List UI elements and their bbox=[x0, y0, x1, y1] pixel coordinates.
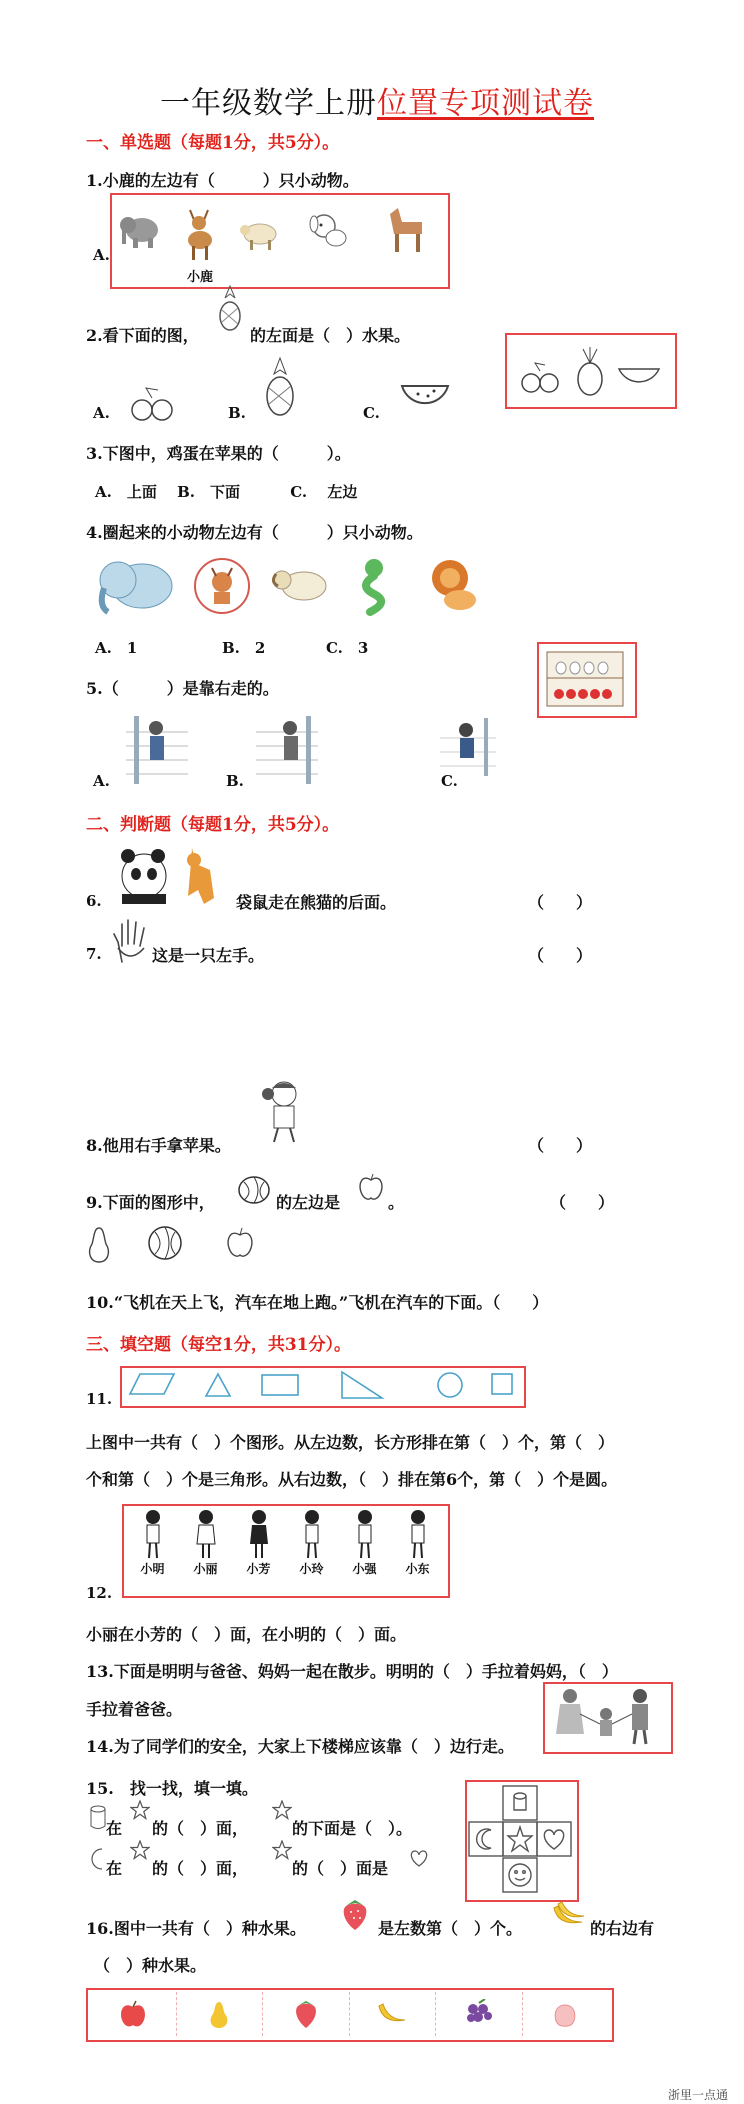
q2-option-c: C. bbox=[363, 404, 380, 422]
question-13-line2: 手拉着爸爸。 bbox=[86, 1700, 183, 1719]
q15-row1-part1: 在 bbox=[106, 1819, 123, 1838]
question-4: 4.圈起来的小动物左边有（ ）只小动物。 bbox=[86, 523, 423, 542]
q3-options: A. 上面 B. 下面 C. 左边 bbox=[95, 483, 358, 501]
watermelon-option-icon bbox=[146, 1222, 184, 1262]
q15-row1-part2: 的（ ）面， bbox=[152, 1819, 249, 1838]
q1-option-a: A. bbox=[93, 246, 110, 264]
dog-icon bbox=[306, 210, 350, 250]
strawberry-icon bbox=[292, 1998, 320, 2030]
question-12-number: 12. bbox=[86, 1584, 113, 1602]
section-heading-single-choice: 一、单选题（每题1分，共5分）。 bbox=[86, 133, 340, 153]
child-figure-icon bbox=[405, 1508, 431, 1560]
family-walking-icon bbox=[548, 1686, 666, 1746]
question-11-line2: 个和第（ ）个是三角形。从右边数，（ ）排在第6个，第（ ）个是圆。 bbox=[86, 1470, 618, 1489]
child-figure-icon bbox=[193, 1508, 219, 1560]
footer-brand: 浙里一点通 bbox=[668, 2088, 729, 2102]
child-xiaoqiang bbox=[352, 1508, 378, 1592]
boy-with-apple-icon bbox=[258, 1078, 312, 1144]
apple-icon bbox=[118, 1999, 148, 2029]
watermelon-icon bbox=[398, 380, 452, 416]
shelf-icon bbox=[545, 650, 625, 708]
peach-icon bbox=[550, 1999, 580, 2029]
child-figure-icon bbox=[140, 1508, 166, 1560]
deer-label: 小鹿 bbox=[187, 270, 214, 285]
elephant-blue-icon bbox=[90, 552, 180, 620]
question-11-line1: 上图中一共有（ ）个图形。从左边数，长方形排在第（ ）个，第（ ） bbox=[86, 1433, 615, 1452]
q4-option-a: A. 1 bbox=[95, 639, 138, 657]
question-16-part1: 16.图中一共有（ ）种水果。 bbox=[86, 1919, 306, 1938]
q15-row2-part2: 的（ ）面， bbox=[152, 1859, 249, 1878]
question-6: 袋鼠走在熊猫的后面。 bbox=[236, 893, 397, 912]
kiwi-icon bbox=[128, 382, 176, 424]
q12-children-row bbox=[126, 1508, 444, 1592]
child-figure-icon bbox=[299, 1508, 325, 1560]
lion-icon bbox=[426, 556, 482, 614]
stairs-child-icon bbox=[440, 716, 496, 778]
child-name: 小玲 bbox=[299, 1562, 324, 1576]
child-name: 小芳 bbox=[246, 1562, 271, 1576]
question-9-part1: 9.下面的图形中， bbox=[86, 1193, 215, 1212]
question-16-line2: （ ）种水果。 bbox=[94, 1956, 207, 1975]
ram-icon bbox=[268, 560, 332, 610]
banana-icon bbox=[375, 2000, 409, 2028]
fruit-cell bbox=[263, 1992, 350, 2036]
child-figure-icon bbox=[246, 1508, 272, 1560]
q2-fruit-row bbox=[515, 343, 665, 399]
question-2-part1: 2.看下面的图， bbox=[86, 326, 199, 345]
star-icon bbox=[130, 1800, 150, 1820]
q11-shapes-row bbox=[122, 1368, 520, 1402]
question-14: 14.为了同学们的安全，大家上下楼梯应该靠（ ）边行走。 bbox=[86, 1737, 514, 1756]
deer-icon bbox=[178, 208, 222, 264]
cylinder-icon bbox=[88, 1804, 108, 1832]
q4-option-c: C. 3 bbox=[326, 639, 369, 657]
moon-icon bbox=[88, 1846, 108, 1872]
watermelon-whole-icon bbox=[236, 1172, 272, 1206]
strawberry-icon bbox=[338, 1896, 372, 1932]
apple-option-icon bbox=[224, 1226, 256, 1260]
q16-fruit-row bbox=[90, 1992, 608, 2036]
pear-color-icon bbox=[206, 1998, 232, 2030]
stairs-right-icon bbox=[256, 712, 318, 784]
q2-option-a: A. bbox=[93, 404, 110, 422]
question-3: 3.下图中，鸡蛋在苹果的（ ）。 bbox=[86, 444, 351, 463]
heart-icon bbox=[408, 1848, 430, 1868]
child-name: 小明 bbox=[140, 1562, 165, 1576]
horse-icon bbox=[382, 204, 428, 256]
child-figure-icon bbox=[352, 1508, 378, 1560]
question-16-part2: 是左数第（ ）个。 bbox=[378, 1919, 523, 1938]
question-8: 8.他用右手拿苹果。 bbox=[86, 1136, 231, 1155]
banana-icon bbox=[550, 1900, 586, 1930]
child-name: 小丽 bbox=[193, 1562, 218, 1576]
question-1: 1.小鹿的左边有（ ）只小动物。 bbox=[86, 171, 359, 190]
question-2-part2: 的左面是（ ）水果。 bbox=[250, 326, 411, 345]
question-10: 10.“飞机在天上飞，汽车在地上跑。”飞机在汽车的下面。（ ） bbox=[86, 1293, 549, 1312]
question-9-part2: 的左边是 bbox=[276, 1193, 341, 1212]
question-11-number: 11. bbox=[86, 1390, 113, 1408]
star-icon bbox=[130, 1840, 150, 1860]
fruit-cell bbox=[436, 1992, 523, 2036]
child-xiaoli bbox=[193, 1508, 219, 1592]
hand-icon bbox=[112, 918, 150, 964]
section-heading-true-false: 二、判断题（每题1分，共5分）。 bbox=[86, 815, 340, 835]
grapes-icon bbox=[463, 1999, 495, 2029]
fruit-cell bbox=[350, 1992, 437, 2036]
snake-icon bbox=[350, 556, 394, 620]
pineapple-icon bbox=[215, 284, 245, 332]
q7-answer-paren: （ ） bbox=[528, 946, 593, 965]
child-xiaofang bbox=[246, 1508, 272, 1592]
sheep-icon bbox=[238, 218, 282, 254]
fruit-cell bbox=[90, 1992, 177, 2036]
title-prefix: 一年级数学上册 bbox=[160, 86, 377, 121]
q15-shape-grid bbox=[467, 1782, 573, 1896]
child-xiaoling bbox=[299, 1508, 325, 1592]
q15-row2-part3: 的（ ）面是 bbox=[292, 1859, 389, 1878]
question-16-part3: 的右边有 bbox=[590, 1919, 655, 1938]
page-title bbox=[160, 78, 594, 122]
q6-answer-paren: （ ） bbox=[528, 893, 593, 912]
q4-option-b: B. 2 bbox=[222, 639, 266, 657]
apple-outline-icon bbox=[356, 1172, 386, 1202]
question-15-title: 15. 找一找，填一填。 bbox=[86, 1779, 258, 1798]
title-highlight: 位置专项测试卷 bbox=[377, 86, 594, 121]
child-xiaodong bbox=[405, 1508, 431, 1592]
elephant-icon bbox=[118, 208, 162, 252]
q5-option-a: A. bbox=[93, 772, 110, 790]
q8-answer-paren: （ ） bbox=[528, 1136, 593, 1155]
child-name: 小强 bbox=[352, 1562, 377, 1576]
pear-icon bbox=[84, 1222, 114, 1264]
fruit-cell bbox=[523, 1992, 609, 2036]
fruit-cell bbox=[177, 1992, 264, 2036]
panda-kangaroo-icon bbox=[114, 840, 234, 908]
question-13-line1: 13.下面是明明与爸爸、妈妈一起在散步。明明的（ ）手拉着妈妈，（ ） bbox=[86, 1662, 618, 1681]
circled-deer-icon bbox=[192, 556, 252, 616]
q5-option-b: B. bbox=[226, 772, 244, 790]
star-icon bbox=[272, 1800, 292, 1820]
section-heading-fill-blank: 三、填空题（每空1分，共31分）。 bbox=[86, 1335, 351, 1355]
q15-row2-part1: 在 bbox=[106, 1859, 123, 1878]
stairs-left-icon bbox=[126, 712, 188, 784]
pineapple-option-icon bbox=[262, 356, 298, 418]
q2-option-b: B. bbox=[228, 404, 246, 422]
q5-option-c: C. bbox=[441, 772, 458, 790]
question-5: 5.（ ）是靠右走的。 bbox=[86, 679, 279, 698]
q15-row1-part3: 的下面是（ ）。 bbox=[292, 1819, 413, 1838]
q9-answer-paren: （ ） bbox=[550, 1193, 615, 1212]
question-12: 小丽在小芳的（ ）面，在小明的（ ）面。 bbox=[86, 1625, 407, 1644]
child-xiaoming bbox=[140, 1508, 166, 1592]
child-name: 小东 bbox=[405, 1562, 430, 1576]
question-6-number: 6. bbox=[86, 892, 102, 910]
question-7: 这是一只左手。 bbox=[152, 946, 265, 965]
question-7-number: 7. bbox=[86, 945, 102, 963]
question-9-part3: 。 bbox=[388, 1193, 405, 1212]
star-icon bbox=[272, 1840, 292, 1860]
